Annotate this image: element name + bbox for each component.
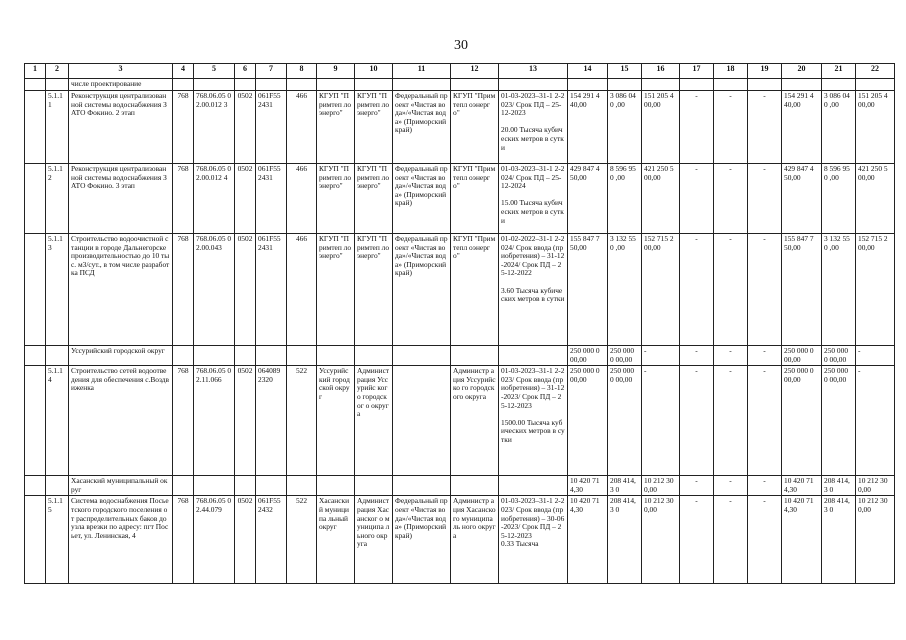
table-cell: Админист рация Хасанског о муниципа льного округа: [355, 496, 393, 584]
table-cell: 061F55 2431: [256, 164, 287, 234]
table-cell: [25, 366, 46, 476]
table-cell: -: [680, 91, 714, 164]
column-header: 4: [173, 64, 194, 79]
table-cell: [25, 79, 46, 91]
table-cell: [499, 476, 568, 496]
table-cell: 061F55 2431: [256, 234, 287, 346]
table-cell: КГУП "Примтеп лоэнерго": [355, 234, 393, 346]
table-cell: 768.06.05 02.00.043: [194, 234, 235, 346]
table-cell: [393, 346, 451, 366]
table-cell: -: [714, 91, 748, 164]
table-cell: 768.06.05 02.44.079: [194, 496, 235, 584]
table-cell: [46, 476, 69, 496]
table-cell: [256, 476, 287, 496]
table-cell: [608, 79, 642, 91]
table-cell: 01-02-2022–31-1 2-2024/ Срок ввода (приобретения) – 31-12-2024/ Срок ПД – 25-12-2022 3.60 Тысяча кубических метров в сутки: [499, 234, 568, 346]
table-cell: Администр ация Хасанского муниципаль ного округа: [451, 496, 499, 584]
table-cell: Реконструкция централизованной системы водоснабжения ЗАТО Фокино. 2 этап: [69, 91, 173, 164]
table-cell: -: [714, 234, 748, 346]
table-cell: [25, 164, 46, 234]
table-cell: [499, 79, 568, 91]
table-cell: [355, 476, 393, 496]
table-cell: 208 414,3 0: [822, 476, 856, 496]
table-row: [25, 164, 895, 234]
table-cell: [173, 79, 194, 91]
table-row: [25, 476, 895, 496]
table-cell: 8 596 950 ,00: [608, 164, 642, 234]
column-header: 21: [822, 64, 856, 79]
table-cell: [256, 79, 287, 91]
column-header: 14: [568, 64, 608, 79]
table-cell: [46, 79, 69, 91]
table-cell: -: [714, 346, 748, 366]
table-cell: [393, 79, 451, 91]
column-header: 11: [393, 64, 451, 79]
table-cell: Строительство сетей водоотведения для обеспечения с.Воздвиженка: [69, 366, 173, 476]
column-header: 12: [451, 64, 499, 79]
table-cell: КГУП "Примтеп лоэнерго": [317, 234, 355, 346]
table-cell: 061F55 2432: [256, 496, 287, 584]
table-cell: -: [680, 164, 714, 234]
table-cell: 768.06.05 02.11.066: [194, 366, 235, 476]
table-cell: Реконструкция централизованной системы водоснабжения ЗАТО Фокино. 3 этап: [69, 164, 173, 234]
table-cell: [393, 476, 451, 496]
table-cell: 5.1.11: [46, 91, 69, 164]
table-cell: [856, 79, 895, 91]
table-cell: [642, 79, 680, 91]
table-cell: Система водоснабжения Посьетского городского поселения от распределительных баков до узла врезки по адресу: пгт Посьет, ул. Ленинская, 4: [69, 496, 173, 584]
table-cell: [194, 346, 235, 366]
budget-table: [24, 63, 895, 584]
table-cell: 0502: [235, 234, 256, 346]
table-cell: 208 414,3 0: [822, 496, 856, 584]
table-cell: [235, 79, 256, 91]
table-cell: -: [748, 476, 782, 496]
table-cell: [287, 79, 317, 91]
table-row: [25, 346, 895, 366]
table-cell: 250 000 0 00,00: [608, 366, 642, 476]
table-row: [25, 366, 895, 476]
table-cell: 250 000 0 00,00: [822, 366, 856, 476]
table-cell: -: [748, 496, 782, 584]
table-cell: -: [714, 496, 748, 584]
table-cell: 429 847 4 50,00: [782, 164, 822, 234]
table-cell: КГУП "Примтеп лоэнерго": [317, 164, 355, 234]
table-cell: 5.1.15: [46, 496, 69, 584]
table-cell: Уссурийс кий городской округ: [317, 366, 355, 476]
table-cell: 421 250 5 00,00: [856, 164, 895, 234]
column-header: 19: [748, 64, 782, 79]
table-cell: 522: [287, 496, 317, 584]
table-cell: 421 250 5 00,00: [642, 164, 680, 234]
column-header: 16: [642, 64, 680, 79]
table-cell: 3 132 550 ,00: [608, 234, 642, 346]
table-cell: -: [748, 346, 782, 366]
table-cell: -: [856, 346, 895, 366]
table-cell: -: [748, 234, 782, 346]
table-cell: Администр ация Уссурийско го городского округа: [451, 366, 499, 476]
table-cell: 250 000 0 00,00: [568, 366, 608, 476]
table-cell: [451, 476, 499, 496]
table-row: [25, 91, 895, 164]
table-cell: 466: [287, 91, 317, 164]
table-cell: КГУП "Примтеп лоэнерго": [355, 91, 393, 164]
table-cell: [287, 346, 317, 366]
table-cell: [235, 346, 256, 366]
table-cell: 5.1.12: [46, 164, 69, 234]
table-row: [25, 496, 895, 584]
column-header: 18: [714, 64, 748, 79]
table-cell: [173, 476, 194, 496]
table-cell: 10 420 71 4,30: [782, 496, 822, 584]
table-cell: -: [714, 476, 748, 496]
table-cell: [355, 346, 393, 366]
table-cell: Строительство водоочистной станции в городе Дальнегорске производительностью до 10 тыс. м3/сут., в том числе разработка ПСД: [69, 234, 173, 346]
table-cell: 768: [173, 164, 194, 234]
table-cell: 0502: [235, 366, 256, 476]
table-cell: [317, 79, 355, 91]
table-cell: 155 847 7 50,00: [782, 234, 822, 346]
table-cell: Федеральный проект «Чистая вода»/«Чистая вода» (Приморский край): [393, 164, 451, 234]
table-cell: 250 000 0 00,00: [782, 366, 822, 476]
table-cell: [451, 346, 499, 366]
column-header: 20: [782, 64, 822, 79]
table-cell: -: [714, 366, 748, 476]
table-cell: [287, 476, 317, 496]
table-cell: 10 212 30 0,00: [856, 476, 895, 496]
table-cell: [393, 366, 451, 476]
table-cell: -: [680, 366, 714, 476]
table-cell: Хасанский муниципальный округ: [69, 476, 173, 496]
table-cell: 0502: [235, 496, 256, 584]
column-header: 8: [287, 64, 317, 79]
column-header: 9: [317, 64, 355, 79]
table-cell: 10 212 30 0,00: [642, 476, 680, 496]
table-cell: 10 420 71 4,30: [782, 476, 822, 496]
table-cell: 250 000 0 00,00: [782, 346, 822, 366]
table-cell: 208 414,3 0: [608, 476, 642, 496]
table-cell: -: [642, 366, 680, 476]
table-cell: 768: [173, 91, 194, 164]
table-cell: 250 000 0 00,00: [822, 346, 856, 366]
table-cell: -: [748, 91, 782, 164]
table-cell: -: [642, 346, 680, 366]
table-cell: [235, 476, 256, 496]
table-cell: [25, 91, 46, 164]
table-cell: Федеральный проект «Чистая вода»/«Чистая вода» (Приморский край): [393, 496, 451, 584]
table-cell: 10 420 71 4,30: [568, 496, 608, 584]
table-cell: Админист рация Уссурийс кого городског о округа: [355, 366, 393, 476]
table-cell: -: [714, 164, 748, 234]
table-cell: -: [680, 476, 714, 496]
table-row: [25, 79, 895, 91]
table-cell: [256, 346, 287, 366]
table-cell: -: [856, 366, 895, 476]
table-cell: 10 420 71 4,30: [568, 476, 608, 496]
table-cell: 466: [287, 164, 317, 234]
table-cell: 01-03-2023–31-1 2-2023/ Срок ввода (приобретения) – 31-12-2023/ Срок ПД – 25-12-2023 1500.00 Тысяча кубических метров в сутки: [499, 366, 568, 476]
table-cell: 5.1.14: [46, 366, 69, 476]
table-cell: [499, 346, 568, 366]
table-cell: 768: [173, 366, 194, 476]
table-cell: [568, 79, 608, 91]
table-cell: Федеральный проект «Чистая вода»/«Чистая вода» (Приморский край): [393, 91, 451, 164]
table-cell: -: [748, 366, 782, 476]
table-cell: [173, 346, 194, 366]
table-cell: [822, 79, 856, 91]
table-cell: -: [680, 496, 714, 584]
table-cell: 152 715 2 00,00: [856, 234, 895, 346]
table-cell: [782, 79, 822, 91]
table-cell: 151 205 4 00,00: [642, 91, 680, 164]
table-cell: [25, 346, 46, 366]
column-header: 22: [856, 64, 895, 79]
table-cell: [46, 346, 69, 366]
table-cell: 064089 2320: [256, 366, 287, 476]
table-cell: Федеральный проект «Чистая вода»/«Чистая вода» (Приморский край): [393, 234, 451, 346]
table-row: [25, 234, 895, 346]
table-cell: Уссурийский городской округ: [69, 346, 173, 366]
table-header-row: [25, 64, 895, 79]
column-header: 15: [608, 64, 642, 79]
table-cell: [25, 476, 46, 496]
table-cell: 3 086 040 ,00: [608, 91, 642, 164]
table-cell: 522: [287, 366, 317, 476]
table-cell: 208 414,3 0: [608, 496, 642, 584]
table-cell: 151 205 4 00,00: [856, 91, 895, 164]
table-cell: 768: [173, 234, 194, 346]
table-cell: КГУП "Примтепл оэнерго": [451, 164, 499, 234]
table-cell: 768.06.05 02.00.012 4: [194, 164, 235, 234]
page-number: 30: [454, 38, 468, 53]
table-cell: 0502: [235, 164, 256, 234]
table-cell: КГУП "Примтепл оэнерго": [451, 91, 499, 164]
table-cell: -: [680, 234, 714, 346]
table-cell: числе проектирование: [69, 79, 173, 91]
table-cell: 3 132 550 ,00: [822, 234, 856, 346]
table-cell: [355, 79, 393, 91]
table-cell: 3 086 040 ,00: [822, 91, 856, 164]
column-header: 3: [69, 64, 173, 79]
table-cell: 061F55 2431: [256, 91, 287, 164]
table-cell: 10 212 30 0,00: [856, 496, 895, 584]
table-cell: [680, 79, 714, 91]
table-cell: 01-03-2023–31-1 2-2023/ Срок ПД – 25-12-2023 20.00 Тысяча кубических метров в сутки: [499, 91, 568, 164]
table-cell: [25, 234, 46, 346]
table-cell: 5.1.13: [46, 234, 69, 346]
table-cell: [194, 79, 235, 91]
column-header: 10: [355, 64, 393, 79]
table-cell: [317, 346, 355, 366]
table-cell: 0502: [235, 91, 256, 164]
table-cell: КГУП "Примтепл оэнерго": [451, 234, 499, 346]
table-cell: 250 000 0 00,00: [608, 346, 642, 366]
table-cell: 768: [173, 496, 194, 584]
table-cell: 155 847 7 50,00: [568, 234, 608, 346]
table-cell: КГУП "Примтеп лоэнерго": [355, 164, 393, 234]
table-cell: Хасански й муниципа льный округ: [317, 496, 355, 584]
table-cell: КГУП "Примтеп лоэнерго": [317, 91, 355, 164]
table-cell: -: [680, 346, 714, 366]
table-cell: [714, 79, 748, 91]
table-cell: [451, 79, 499, 91]
column-header: 7: [256, 64, 287, 79]
column-header: 1: [25, 64, 46, 79]
table-cell: [194, 476, 235, 496]
table-cell: [748, 79, 782, 91]
table-cell: 8 596 950 ,00: [822, 164, 856, 234]
table-cell: 152 715 2 00,00: [642, 234, 680, 346]
column-header: 17: [680, 64, 714, 79]
table-cell: 429 847 4 50,00: [568, 164, 608, 234]
table-cell: 154 291 4 40,00: [782, 91, 822, 164]
column-header: 5: [194, 64, 235, 79]
table-cell: 250 000 0 00,00: [568, 346, 608, 366]
table-cell: 10 212 30 0,00: [642, 496, 680, 584]
column-header: 13: [499, 64, 568, 79]
table-cell: 01-03-2023–31-1 2-2024/ Срок ПД – 25-12-2024 15.00 Тысяча кубических метров в сутки: [499, 164, 568, 234]
table-cell: 768.06.05 02.00.012 3: [194, 91, 235, 164]
column-header: 2: [46, 64, 69, 79]
table-cell: -: [748, 164, 782, 234]
table-cell: 154 291 4 40,00: [568, 91, 608, 164]
table-cell: [317, 476, 355, 496]
column-header: 6: [235, 64, 256, 79]
table-cell: 466: [287, 234, 317, 346]
table-cell: [25, 496, 46, 584]
table-cell: 01-03-2023–31-1 2-2023/ Срок ввода (приобретения) – 30-06-2023/ Срок ПД – 25-12-2023 0.33 Тысяча: [499, 496, 568, 584]
